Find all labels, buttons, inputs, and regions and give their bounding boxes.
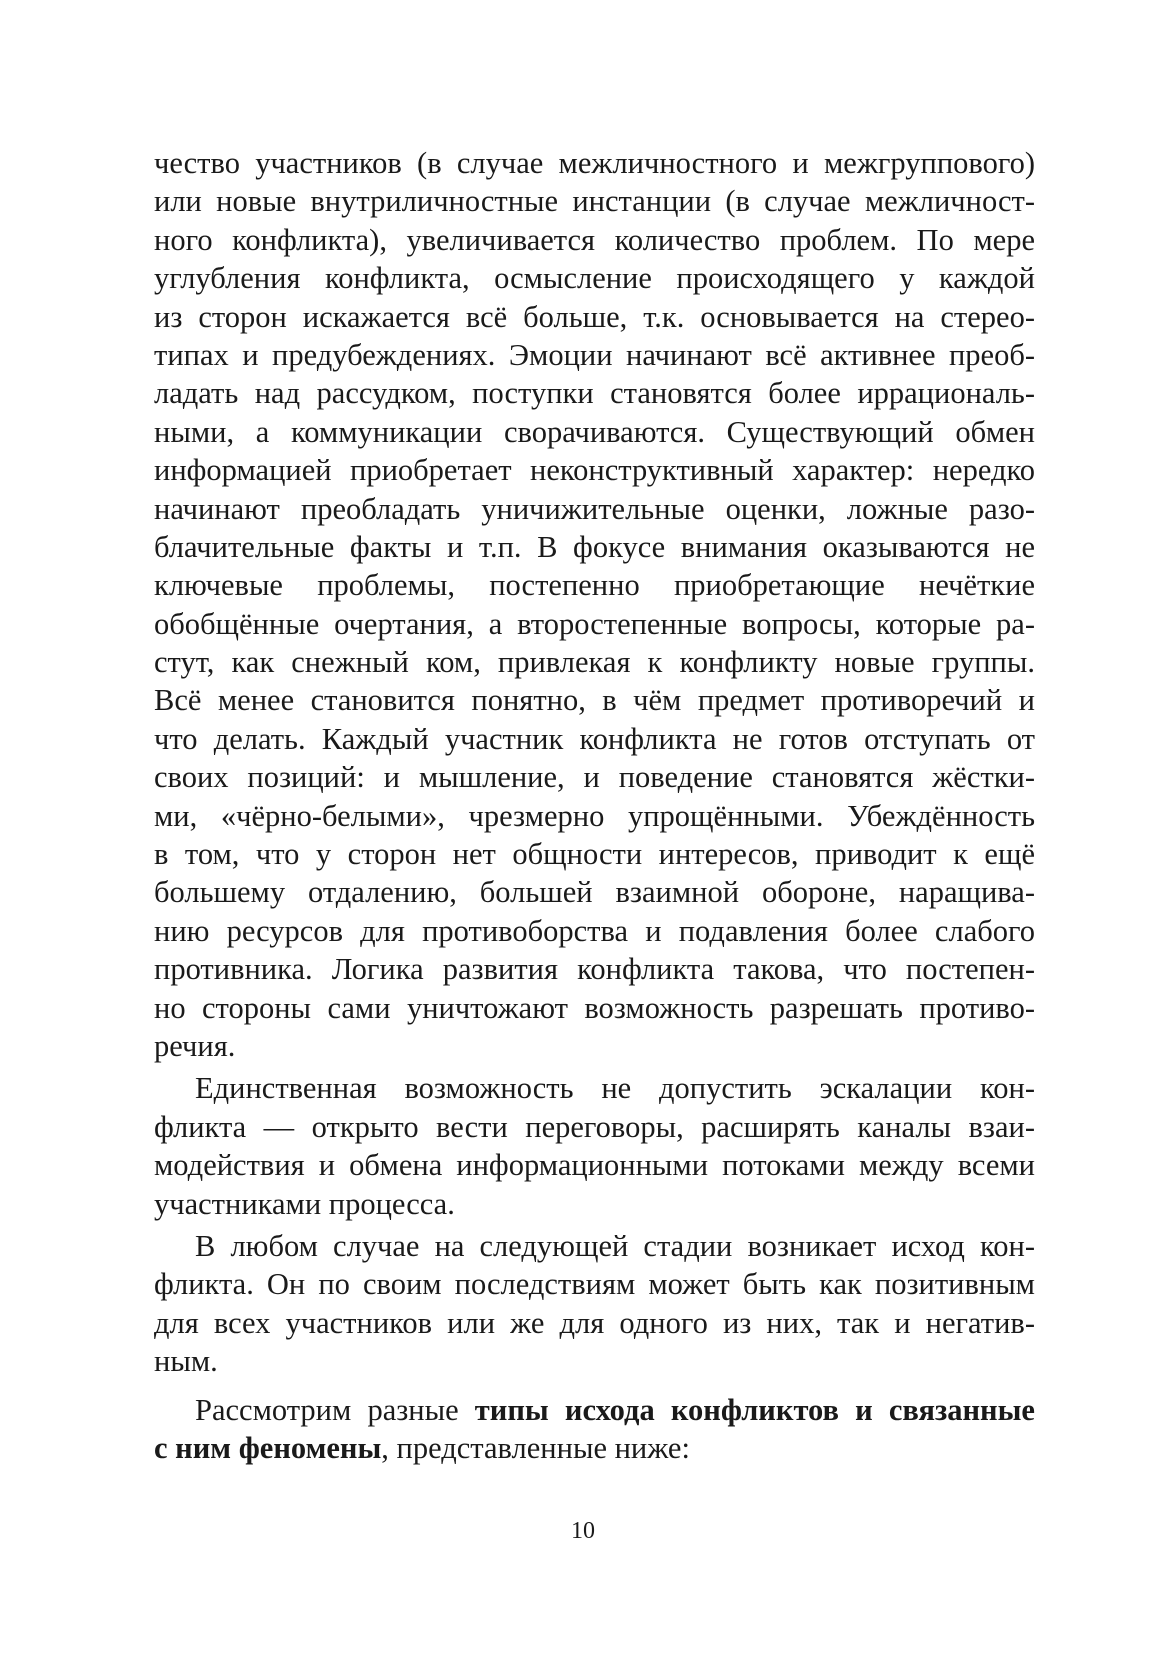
text-line: типах и предубеждениях. Эмоции начинают всё активнее преоб-	[154, 337, 1035, 372]
text-line	[154, 1429, 1035, 1467]
text-line: В любом случае на следующей стадии возникает исход кон-	[195, 1228, 1035, 1263]
text-line: обобщённые очертания, а второстепенные вопросы, которые ра-	[154, 606, 1035, 641]
text-line: речия.	[154, 1028, 236, 1063]
text-line: чество участников (в случае межличностного и межгруппового)	[154, 146, 1035, 180]
text-line: своих позиций: и мышление, и поведение становятся жёстки-	[154, 760, 1035, 795]
text-line: информацией приобретает неконструктивный характер: нередко	[154, 453, 1035, 488]
text-line: для всех участников или же для одного из них, так и негатив-	[154, 1305, 1035, 1340]
text-line: большему отдалению, большей взаимной обороне, наращива-	[154, 875, 1035, 910]
text-line: или новые внутриличностные инстанции (в случае межличност-	[154, 184, 1035, 219]
text-line: нию ресурсов для противоборства и подавления более слабого	[154, 913, 1035, 948]
text-line: начинают преобладать уничижительные оценки, ложные разо-	[154, 491, 1035, 526]
text-line: ного конфликта), увеличивается количество проблем. По мере	[154, 222, 1035, 257]
text-line: что делать. Каждый участник конфликта не готов отступать от	[154, 721, 1035, 756]
text-line: Всё менее становится понятно, в чём предмет противоречий и	[154, 683, 1035, 718]
text-line: но стороны сами уничтожают возможность разрешать противо-	[154, 990, 1035, 1025]
page-number: 10	[571, 1518, 595, 1544]
text-line: ладать над рассудком, поступки становятся более иррациональ-	[154, 376, 1035, 411]
paragraph-3	[154, 1227, 1035, 1381]
bold-text: с ним феномены	[154, 1430, 382, 1465]
text-line: противника. Логика развития конфликта такова, что постепен-	[154, 952, 1035, 987]
text-line: Единственная возможность не допустить эскалации кон-	[195, 1071, 1035, 1106]
text-line: в том, что у сторон нет общности интересов, приводит к ещё	[154, 837, 1035, 872]
bold-text: типы исхода конфликтов и связанные	[474, 1392, 1035, 1427]
text-line: из сторон искажается всё больше, т.к. основывается на стерео-	[154, 299, 1035, 334]
paragraph-4	[154, 1391, 1035, 1468]
paragraph-2	[154, 1069, 1035, 1223]
text-line: блачительные факты и т.п. В фокусе внимания оказываются не	[154, 529, 1035, 564]
text-line: ным.	[154, 1344, 218, 1379]
plain-text: Рассмотрим разные	[195, 1392, 475, 1427]
body-text	[154, 144, 1035, 1467]
text-line: ными, а коммуникации сворачиваются. Существующий обмен	[154, 414, 1035, 449]
text-line: ми, «чёрно-белыми», чрезмерно упрощёнными. Убеждённость	[154, 798, 1035, 833]
paragraph-spacer	[154, 1381, 1035, 1391]
plain-text: , представленные ниже:	[381, 1430, 690, 1465]
text-line	[154, 1391, 1035, 1429]
text-line: модействия и обмена информационными потоками между всеми	[154, 1148, 1035, 1183]
text-line: фликта — открыто вести переговоры, расширять каналы взаи-	[154, 1109, 1035, 1144]
text-line: углубления конфликта, осмысление происходящего у каждой	[154, 261, 1035, 296]
paragraph-1	[154, 144, 1035, 1065]
text-line: ключевые проблемы, постепенно приобретающие нечёткие	[154, 568, 1035, 603]
text-line: участниками процесса.	[154, 1186, 455, 1221]
text-line: стут, как снежный ком, привлекая к конфликту новые группы.	[154, 645, 1035, 680]
text-line: фликта. Он по своим последствиям может быть как позитивным	[154, 1267, 1035, 1302]
